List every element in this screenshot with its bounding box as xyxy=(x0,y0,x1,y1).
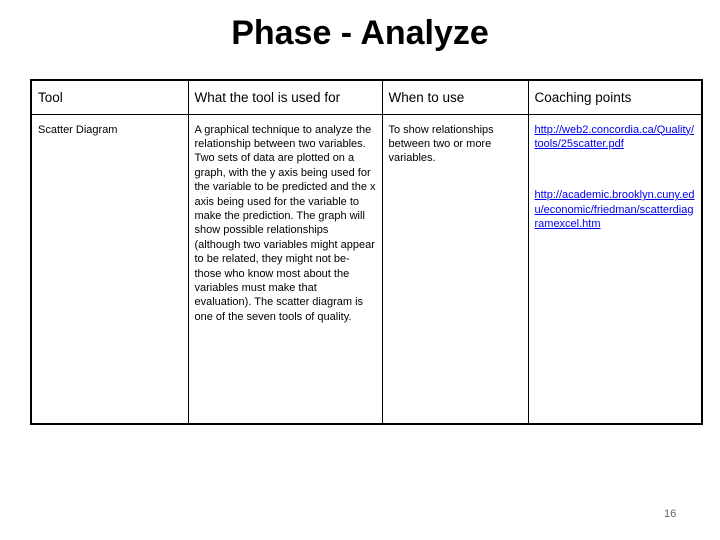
column-header-coaching-points: Coaching points xyxy=(528,80,702,114)
page-number: 16 xyxy=(664,508,677,520)
analyze-tool-table xyxy=(30,79,703,425)
concordia-scatter-link[interactable]: http://web2.concordia.ca/Quality/tools/25scatter.pdf xyxy=(534,123,695,150)
brooklyn-scatter-link[interactable]: http://academic.brooklyn.cuny.edu/economic/friedman/scatterdiagramexcel.htm xyxy=(534,189,695,231)
cell-used-for: A graphical technique to analyze the relationship between two variables. Two sets of data are plotted on a graph, with the y axis being used for the variable to be predicted and the x axis being used for the variable to make the prediction. The graph will show possible relationships (although two variables might appear to be related, they might not be-those who know most about the variables must make that evaluation). The scatter diagram is one of the seven tools of quality. xyxy=(188,114,382,424)
cell-tool-name: Scatter Diagram xyxy=(31,114,188,424)
cell-when-to-use: To show relationships between two or more variables. xyxy=(382,114,528,424)
column-header-used-for: What the tool is used for xyxy=(188,80,382,114)
slide-title: Phase - Analyze xyxy=(231,14,489,52)
cell-coaching-points xyxy=(528,114,702,424)
table-header-row xyxy=(31,80,702,114)
table-row xyxy=(31,114,702,424)
column-header-tool: Tool xyxy=(31,80,188,114)
column-header-when-to-use: When to use xyxy=(382,80,528,114)
